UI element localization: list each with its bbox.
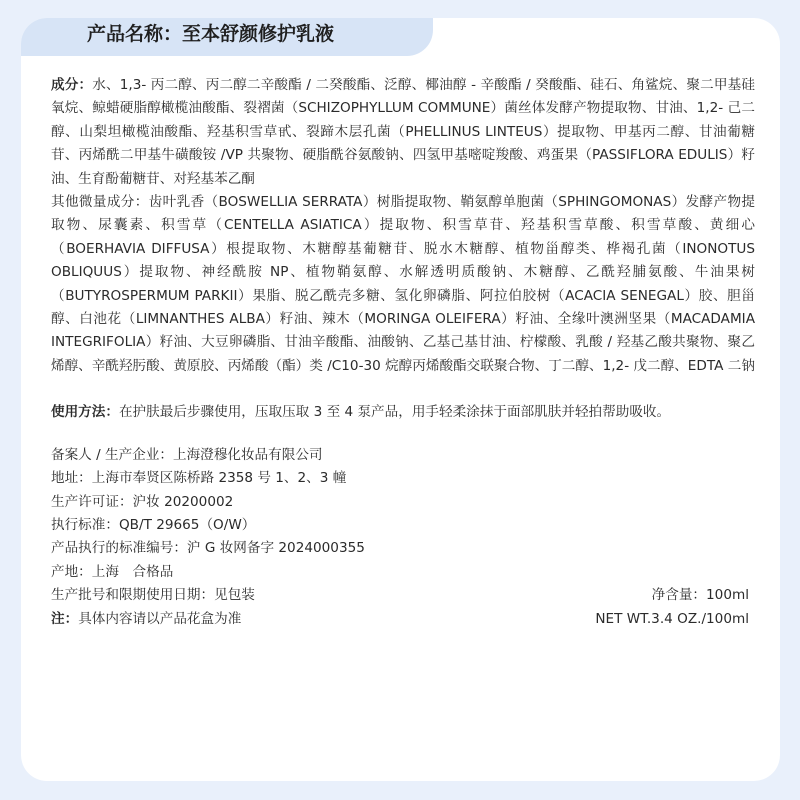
note-text: 具体内容请以产品花盒为准 bbox=[78, 610, 242, 627]
net-content: 净含量：100ml bbox=[651, 587, 749, 604]
note-label: 注： bbox=[51, 610, 79, 627]
usage-paragraph bbox=[51, 401, 755, 424]
spacer bbox=[51, 378, 755, 401]
ingredients-text: 水、1,3- 丙二醇、丙二醇二辛酸酯 / 二癸酸酯、泛醇、椰油醇 - 辛酸酯 / 癸酸酯、硅石、角鲨烷、聚二甲基硅氧烷、鲸蜡硬脂醇橄榄油酸酯、裂褶菌（SCHIZOPHYLLUM COMMUNE）菌丝体发酵产物提取物、甘油、1,2- 己二醇、山梨坦橄榄油酸酯、羟基积雪草甙、裂蹄木层孔菌（PHELLINUS LINTEUS）提取物、甲基丙二醇、甘油葡糖苷、丙烯酰二甲基牛磺酸铵 /VP 共聚物、硬脂酰谷氨酸钠、四氢甲基嘧啶羧酸、鸡蛋果（PASSIFLORA EDULIS）籽油、生育酚葡糖苷、对羟基苯乙酮 bbox=[51, 77, 755, 187]
usage-text: 在护肤最后步骤使用，压取压取 3 至 4 泵产品，用手轻柔涂抹于面部肌肤并轻拍帮助吸收。 bbox=[118, 404, 671, 421]
net-weight: NET WT.3.4 OZ./100ml bbox=[595, 610, 749, 627]
batch-text: 生产批号和限期使用日期：见包装 bbox=[51, 587, 255, 604]
origin-line: 产地：上海 合格品 bbox=[51, 563, 174, 580]
standard-number-line: 产品执行的标准编号：沪 G 妆网备字 2024000355 bbox=[51, 540, 365, 557]
standard-line: 执行标准：QB/T 29665（O/W） bbox=[51, 516, 256, 533]
label-card bbox=[21, 18, 780, 781]
note-line bbox=[51, 608, 755, 631]
usage-label: 使用方法： bbox=[51, 404, 119, 421]
minor-ingredients-paragraph bbox=[51, 191, 755, 378]
label-content bbox=[51, 74, 755, 631]
product-title: 产品名称：至本舒颜修护乳液 bbox=[21, 18, 433, 56]
batch-line bbox=[51, 584, 755, 607]
ingredients-label: 成分： bbox=[51, 77, 93, 93]
minor-ingredients-label: 其他微量成分： bbox=[51, 194, 149, 211]
filer-line: 备案人 / 生产企业：上海澄穆化妆品有限公司 bbox=[51, 446, 323, 463]
minor-ingredients-text: 齿叶乳香（BOSWELLIA SERRATA）树脂提取物、鞘氨醇单胞菌（SPHINGOMONAS）发酵产物提取物、尿囊素、积雪草（CENTELLA ASIATICA）提取物、积雪草苷、羟基积雪草酸、积雪草酸、黄细心（BOERHAVIA DIFFUSA）根提取物、木糖醇基葡糖苷、脱水木糖醇、植物甾醇类、桦褐孔菌（INONOTUS OBLIQUUS）提取物、神经酰胺 NP、植物鞘氨醇、水解透明质酸钠、木糖醇、乙酰羟脯氨酸、牛油果树（BUTYROSPERMUM PARKII）果脂、脱乙酰壳多糖、氢化卵磷脂、阿拉伯胶树（ACACIA SENEGAL）胶、胆甾醇、白池花（LIMNANTHES ALBA）籽油、辣木（MORINGA OLEIFERA）籽油、全缘叶澳洲坚果（MACADAMIA INTEGRIFOLIA）籽油、大豆卵磷脂、甘油辛酸酯、油酸钠、乙基己基甘油、柠檬酸、乳酸 / 羟基乙酸共聚物、聚乙烯醇、辛酰羟肟酸、黄原胶、丙烯酸（酯）类 /C10-30 烷醇丙烯酸酯交联聚合物、丁二醇、1,2- 戊二醇、EDTA 二钠 bbox=[51, 194, 755, 374]
ingredients-paragraph bbox=[51, 74, 755, 191]
spacer bbox=[51, 425, 755, 444]
address-line: 地址：上海市奉贤区陈桥路 2358 号 1、2、3 幢 bbox=[51, 470, 347, 487]
license-line: 生产许可证：沪妆 20200002 bbox=[51, 493, 234, 510]
